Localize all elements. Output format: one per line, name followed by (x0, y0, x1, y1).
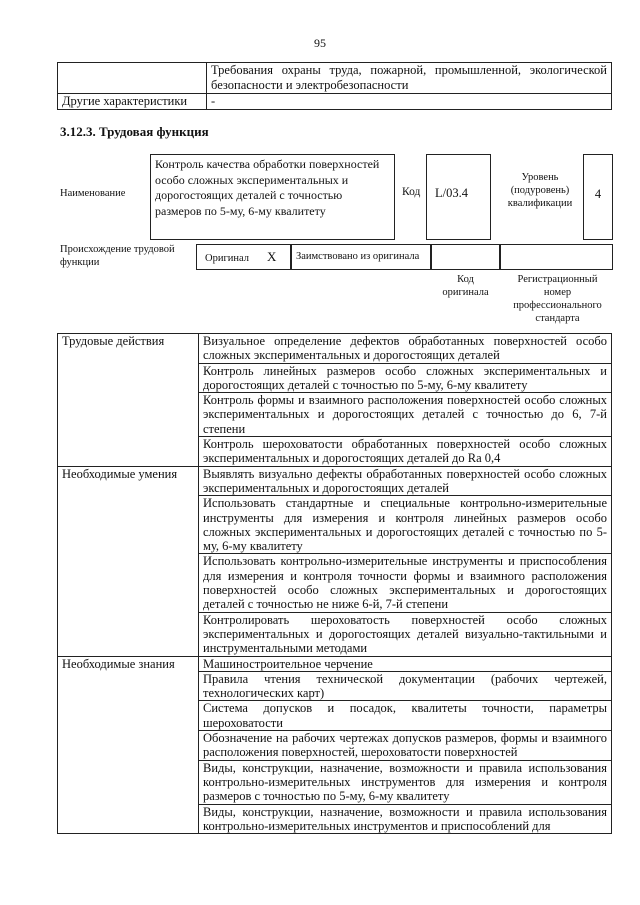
borrowed-label: Заимствовано из оригинала (296, 251, 420, 262)
table-row (58, 334, 612, 364)
table-cell: Использовать стандартные и специальные контрольно-измерительные инструменты для измерения и контроля линейных размеров особо сложных экспериментальных и дорогостоящих деталей с точностью по 5-му, 6-му квалитету (199, 496, 612, 554)
original-box (196, 244, 291, 270)
borrowed-box (291, 244, 431, 270)
code-box (426, 154, 491, 240)
function-name-box (150, 154, 395, 240)
table-cell: Система допусков и посадок, квалитеты точности, параметры шероховатости (199, 701, 612, 731)
row-label: Другие характеристики (58, 94, 207, 110)
code-label: Код (402, 186, 421, 198)
table-row (58, 63, 612, 94)
table-cell: Обозначение на рабочих чертежах допусков размеров, формы и взаимного расположения поверхностей, шероховатости поверхностей (199, 731, 612, 761)
level-value: 4 (594, 187, 602, 201)
reg-number-box (500, 244, 613, 270)
table-row (58, 466, 612, 496)
table-row (58, 94, 612, 110)
table-cell: Машиностроительное черчение (199, 656, 612, 671)
table-cell: Контроль линейных размеров особо сложных экспериментальных и дорогостоящих деталей с точностью по 5-му, 6-му квалитету (199, 363, 612, 393)
table-cell: Контролировать шероховатость поверхностей особо сложных экспериментальных и дорогостоящих деталей визуально-тактильными и инструментальными методами (199, 612, 612, 656)
empty-cell (58, 63, 207, 94)
original-label: Оригинал (205, 253, 249, 264)
level-label: Уровень (подуровень) квалификации (507, 172, 573, 209)
table-cell: Контроль формы и взаимного расположения поверхностей особо сложных экспериментальных и дорогостоящих деталей с точностью до 6, 7-й степени (199, 393, 612, 437)
origin-label: Происхождение трудовой функции (60, 244, 175, 268)
code-value: L/03.4 (435, 186, 468, 200)
skills-header: Необходимые умения (58, 466, 199, 656)
top-table (57, 62, 612, 110)
table-cell: Контроль шероховатости обработанных поверхностей особо сложных экспериментальных и дорогостоящих деталей до Ra 0,4 (199, 437, 612, 467)
top-table-cell: Требования охраны труда, пожарной, промышленной, экологической безопасности и электробезопасности (207, 63, 612, 94)
row-value: - (207, 94, 612, 110)
table-cell: Виды, конструкции, назначение, возможности и правила использования контрольно-измерительных инструментов для измерения и контроля размеров с точностью по 5-му, 6-му квалитету (199, 760, 612, 804)
code-original-box (431, 244, 500, 270)
reg-number-caption: Регистрационный номер профессионального стандарта (513, 274, 602, 324)
table-cell: Правила чтения технической документации (рабочих чертежей, технологических карт) (199, 671, 612, 701)
table-cell: Использовать контрольно-измерительные инструменты и приспособления для измерения и контроля точности формы и взаимного расположения поверхностей особо сложных экспериментальных и дорогостоящих деталей с точностью не ниже 6-й, 7-й степени (199, 554, 612, 612)
labor-actions-header: Трудовые действия (58, 334, 199, 467)
name-label: Наименование (60, 188, 126, 199)
level-box (583, 154, 613, 240)
table-row (58, 656, 612, 671)
original-mark: X (267, 249, 277, 264)
table-cell: Выявлять визуально дефекты обработанных поверхностей особо сложных экспериментальных и дорогостоящих деталей (199, 466, 612, 496)
section-title: 3.12.3. Трудовая функция (60, 124, 209, 139)
page-number: 95 (314, 36, 326, 50)
function-details-table (57, 333, 612, 834)
knowledge-header: Необходимые знания (58, 656, 199, 834)
code-original-caption: Код оригинала (442, 274, 489, 298)
function-name: Контроль качества обработки поверхностей особо сложных экспериментальных и дорогостоящих деталей с точностью размеров по 5-му, 6-му квалитету (155, 157, 380, 218)
table-cell: Виды, конструкции, назначение, возможности и правила использования контрольно-измерительных инструментов и приспособлений для (199, 804, 612, 834)
table-cell: Визуальное определение дефектов обработанных поверхностей особо сложных экспериментальных и дорогостоящих деталей (199, 334, 612, 364)
